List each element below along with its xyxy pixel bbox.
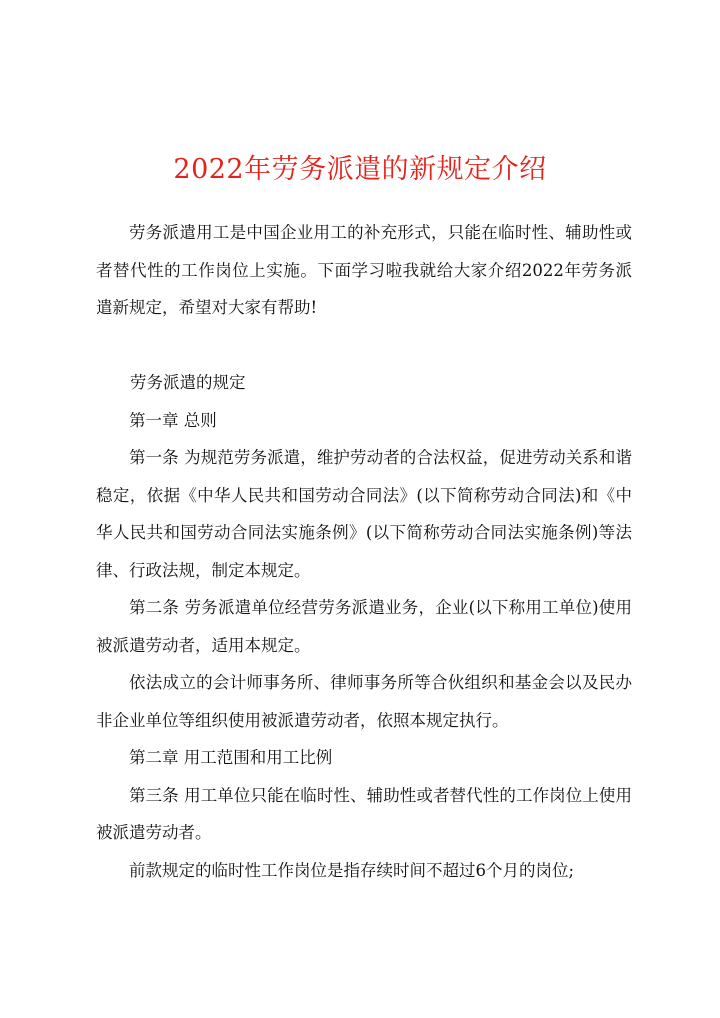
article-1: 第一条 为规范劳务派遣，维护劳动者的合法权益，促进劳动关系和谐稳定，依据《中华人民共和国劳动合同法》(以下简称劳动合同法)和《中华人民共和国劳动合同法实施条例》(以下简称劳动合同法实施条例)等法律、行政法规，制定本规定。 bbox=[96, 448, 632, 580]
document-title: 2022年劳务派遣的新规定介绍 bbox=[173, 154, 547, 185]
document-body bbox=[96, 214, 632, 889]
intro-paragraph: 劳务派遣用工是中国企业用工的补充形式，只能在临时性、辅助性或者替代性的工作岗位上实施。下面学习啦我就给大家介绍2022年劳务派遣新规定，希望对大家有帮助! bbox=[96, 223, 632, 317]
article-3: 第三条 用工单位只能在临时性、辅助性或者替代性的工作岗位上使用被派遣劳动者。 bbox=[96, 785, 632, 842]
article-2-paragraph-2: 依法成立的会计师事务所、律师事务所等合伙组织和基金会以及民办非企业单位等组织使用被派遣劳动者，依照本规定执行。 bbox=[96, 673, 632, 730]
section-label: 劳务派遣的规定 bbox=[130, 373, 246, 392]
chapter-heading-2: 第二章 用工范围和用工比例 bbox=[129, 748, 333, 767]
article-3-paragraph-2: 前款规定的临时性工作岗位是指存续时间不超过6个月的岗位; bbox=[129, 860, 575, 880]
chapter-heading-1: 第一章 总则 bbox=[129, 410, 217, 430]
article-2: 第二条 劳务派遣单位经营劳务派遣业务，企业(以下称用工单位)使用被派遣劳动者，适用本规定。 bbox=[96, 598, 632, 655]
